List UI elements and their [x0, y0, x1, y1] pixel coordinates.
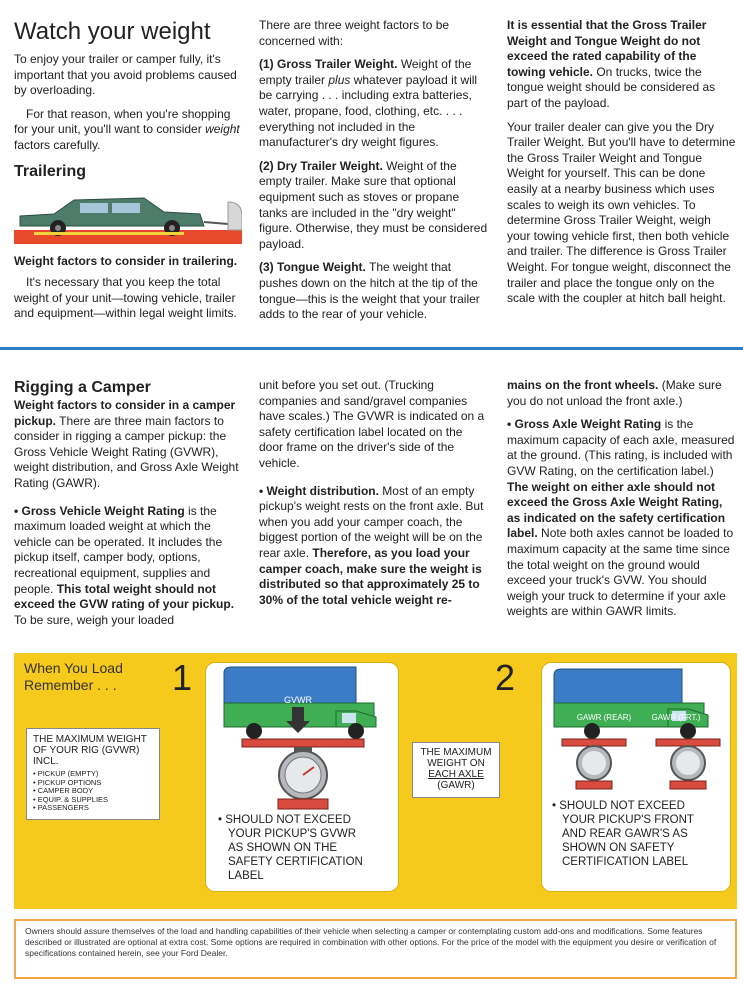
- incl-item: • PICKUP OPTIONS: [33, 777, 102, 787]
- gawr-front-tag: GAWR (FRT.): [651, 713, 701, 722]
- incl-item: • PICKUP (EMPTY): [33, 769, 99, 778]
- essential-paragraph: It is essential that the Gross Trailer Weight and Tongue Weight do not exceed the rated capability of the towing vehicle. On trucks, twice the tongue weight should be considered as part of the payload.: [507, 18, 716, 110]
- weight-factors-text: It's necessary that you keep the total weight of your unit—towing vehicle, trailer and equipment—within legal weight limits.: [14, 275, 237, 321]
- dealer-paragraph: Your trailer dealer can give you the Dry Trailer Weight. But you'll have to determine the Gross Trailer Weight and Tongue Weight for yourself. This can be done easily at a nearby business which uses scales to weigh its own vehicles. To determine Gross Trailer Weight, weigh your towing vehicle first, then both vehicle and trailer. The difference is Gross Trailer Weight. For tongue weight, disconnect the trailer and place the tongue only on the scale with the coupler at hitch ball height.: [507, 119, 736, 306]
- top-col-3: [507, 18, 737, 315]
- front-wheels-paragraph: mains on the front wheels. (Make sure you do not unload the front axle.): [507, 378, 722, 408]
- when-you-load-title: When You Load Remember . . .: [24, 660, 123, 693]
- col2-intro: There are three weight factors to be concerned with:: [259, 18, 450, 48]
- camper-col-2: [259, 378, 489, 616]
- max-axle-weight-label: THE MAXIMUM WEIGHT ON EACH AXLE (GAWR): [412, 742, 500, 798]
- incl-item: • EQUIP. & SUPPLIES: [33, 794, 109, 804]
- top-col-2: [259, 18, 489, 331]
- camper-col-3: [507, 378, 737, 628]
- top-col-1: [14, 18, 242, 330]
- incl-item: • PASSENGERS: [33, 803, 89, 812]
- truck-on-scale-illustration: [206, 663, 400, 813]
- gawr-paragraph: • Gross Axle Weight Rating is the maximum capacity of each axle, measured at the ground. (This rating, is included with GVW Rating, on the certification label.) The weight on either axle should not exceed the Gross Axle Weight Rating, as indicated on the safety certification label. Note both axles cannot be loaded to maximum capacity at the same time since the total weight on the ground would exceed your truck's GVW. You should weigh your truck to determine if your axle weights are within GAWR limits.: [507, 417, 735, 619]
- tongue-weight-paragraph: (3) Tongue Weight. The weight that pushes down on the hitch at the tip of the tongue—this is the weight that your trailer adds to the rear of your vehicle.: [259, 260, 480, 322]
- camper-factors-paragraph: Weight factors to consider in a camper pickup. There are three main factors to consider in rigging a camper pickup: the Gross Vehicle Weight Rating (GVWR), weight distribution, and Gross Axle Weight Rating (GAWR).: [14, 398, 239, 490]
- intro-paragraph-2: For that reason, when you're shopping for your unit, you'll want to consider weight factors carefully.: [14, 106, 240, 152]
- section-divider: [0, 347, 743, 350]
- incl-item: • CAMPER BODY: [33, 786, 94, 795]
- page-title: Watch your weight: [14, 18, 211, 45]
- footer-disclaimer: Owners should assure themselves of the load and handling capabilities of their vehicle when selecting a camper or contemplating custom add-ons and modifications. Some features described or illustrated are optional at extra cost. Some options are required in combination with other options. For the price of the model with the equipment you desire or verification of specifications contained herein, see your Ford Dealer.: [14, 919, 737, 979]
- gawr-note: • SHOULD NOT EXCEED YOUR PICKUP'S FRONT AND REAR GAWR'S AS SHOWN ON SAFETY CERTIFICATION LABEL: [552, 800, 694, 868]
- step-number-1: 1: [172, 657, 193, 698]
- gross-trailer-weight-paragraph: (1) Gross Trailer Weight. Weight of the empty trailer plus whatever payload it will be carrying . . . including extra batteries, water, propane, food, clothing, etc. . . . everything not included in the manufacturer's dry weight figures.: [259, 57, 478, 150]
- camper-col-1: [14, 378, 242, 636]
- gvwr-tag: GVWR: [284, 695, 312, 705]
- rigging-camper-heading: Rigging a Camper: [14, 379, 151, 396]
- gvwr-note: • SHOULD NOT EXCEED YOUR PICKUP'S GVWR AS SHOWN ON THE SAFETY CERTIFICATION LABEL: [218, 814, 363, 882]
- gawr-panel: [541, 662, 731, 892]
- truck-on-two-scales-illustration: [542, 663, 732, 793]
- gvwr-paragraph: • Gross Vehicle Weight Rating is the maximum loaded weight at which the vehicle can be operated. It includes the pickup itself, camper body, options, recreational equipment, supplies and people. This total weight should not exceed the GVW rating of your pickup. To be sure, weigh your loaded: [14, 503, 235, 627]
- weight-distribution-paragraph: • Weight distribution. Most of an empty pickup's weight rests on the front axle. But when you add your camper coach, the biggest portion of the weight will be on the rear axle. Therefore, as you load your camper coach, make sure the weight is distributed so that approximately 25 to 30% of the total vehicle weight re-: [259, 483, 484, 607]
- dry-trailer-weight-paragraph: (2) Dry Trailer Weight. Weight of the empty trailer. Make sure that optional equipment such as stoves or propane tanks are included in the "dry weight" figure. Otherwise, they must be considered payload.: [259, 158, 488, 251]
- trailering-heading: Trailering: [14, 162, 87, 180]
- incl-list: [33, 770, 153, 813]
- step-number-2: 2: [495, 657, 516, 698]
- max-rig-weight-label: THE MAXIMUM WEIGHT OF YOUR RIG (GVWR) INCL. • PICKUP (EMPTY) • PICKUP OPTIONS • CAMPER BODY • EQUIP. & SUPPLIES • PASSENGERS: [26, 728, 160, 820]
- gawr-rear-tag: GAWR (REAR): [576, 713, 632, 722]
- intro-paragraph: To enjoy your trailer or camper fully, it's important that you avoid problems caused by overloading.: [14, 52, 237, 98]
- gvwr-panel: [205, 662, 399, 892]
- car-trailer-illustration: [14, 186, 242, 248]
- weight-factors-heading: Weight factors to consider in trailering.: [14, 253, 238, 268]
- gvwr-continued-paragraph: unit before you set out. (Trucking companies and sand/gravel companies have scales.) The GVWR is indicated on a safety certification label located on the door frame on the driver's side of the vehicle.: [259, 378, 485, 470]
